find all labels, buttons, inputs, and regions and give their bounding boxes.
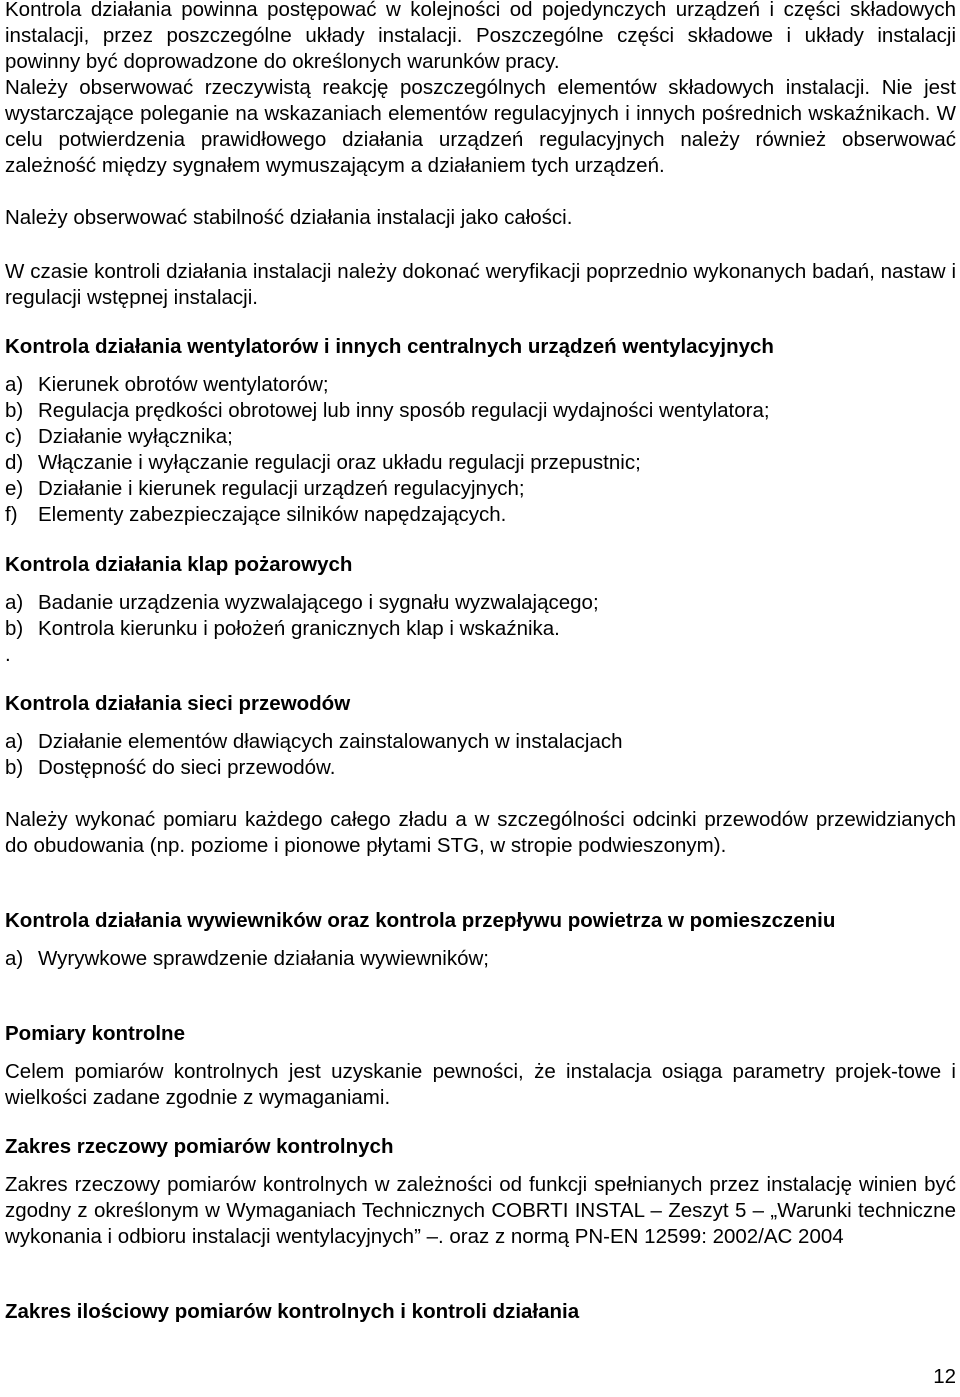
list-item-text: Kierunek obrotów wentylatorów; — [38, 373, 329, 396]
list-item-text: Działanie wyłącznika; — [38, 425, 233, 448]
stray-dot: . — [5, 643, 11, 666]
section-heading-control-measurements: Pomiary kontrolne — [5, 1022, 185, 1045]
exhausts-check-list — [5, 946, 489, 972]
list-item — [5, 616, 599, 642]
list-marker: a) — [5, 730, 24, 753]
list-item — [5, 450, 770, 476]
scope-paragraph: Zakres rzeczowy pomiarów kontrolnych w zależności od funkcji spełnianych przez instalację winien być zgodny z określonym w Wymaganiach Technicznych COBRTI INSTAL – Zeszyt 5 – „Warunki techniczne wykonania i odbioru instalacji wentylacyjnych” –. oraz z normą PN-EN 12599: 2002/AC 2004 — [5, 1173, 956, 1248]
list-marker: d) — [5, 451, 24, 474]
control-measurements-paragraph: Celem pomiarów kontrolnych jest uzyskanie pewności, że instalacja osiąga parametry projek-towe i wielkości zadane zgodnie z wymaganiami. — [5, 1060, 956, 1109]
list-item-text: Włączanie i wyłączanie regulacji oraz układu regulacji przepustnic; — [38, 451, 641, 474]
list-item — [5, 755, 623, 781]
list-item-text: Działanie i kierunek regulacji urządzeń regulacyjnych; — [38, 477, 525, 500]
list-item — [5, 398, 770, 424]
list-item — [5, 946, 489, 972]
list-item-text: Regulacja prędkości obrotowej lub inny sposób regulacji wydajności wentylatora; — [38, 399, 770, 422]
list-item-text: Wyrywkowe sprawdzenie działania wywiewników; — [38, 947, 489, 970]
list-item-text: Działanie elementów dławiących zainstalowanych w instalacjach — [38, 730, 623, 753]
intro-paragraph-1: Kontrola działania powinna postępować w kolejności od pojedynczych urządzeń i części składowych instalacji, przez poszczególne układy instalacji. Poszczególne części składowe i układy instalacji powinny być doprowadzone do określonych warunków pracy. — [5, 0, 956, 73]
fans-check-list — [5, 372, 770, 528]
list-item — [5, 729, 623, 755]
intro-paragraph-2: Należy obserwować rzeczywistą reakcję poszczególnych elementów składowych instalacji. Nie jest wystarczające poleganie na wskazaniach elementów regulacyjnych i innych pośrednich wskaźnikach. W celu potwierdzenia prawidłowego działania urządzeń regulacyjnych należy również obserwować zależność między sygnałem wymuszającym a działaniem tych urządzeń. — [5, 76, 956, 177]
intro-paragraph-3: Należy obserwować stabilność działania instalacji jako całości. — [5, 206, 573, 229]
list-item-text: Elementy zabezpieczające silników napędzających. — [38, 503, 507, 526]
list-marker: b) — [5, 756, 24, 779]
list-item — [5, 590, 599, 616]
list-item-text: Kontrola kierunku i położeń granicznych klap i wskaźnika. — [38, 617, 560, 640]
list-marker: f) — [5, 503, 18, 526]
list-item — [5, 502, 770, 528]
list-item-text: Dostępność do sieci przewodów. — [38, 756, 336, 779]
list-item — [5, 424, 770, 450]
list-item — [5, 372, 770, 398]
list-marker: b) — [5, 399, 24, 422]
list-item-text: Badanie urządzenia wyzwalającego i sygnału wyzwalającego; — [38, 591, 599, 614]
section-heading-quantitative-scope: Zakres ilościowy pomiarów kontrolnych i kontroli działania — [5, 1300, 580, 1323]
intro-paragraph-4: W czasie kontroli działania instalacji należy dokonać weryfikacji poprzednio wykonanych badań, nastaw i regulacji wstępnej instalacji. — [5, 260, 956, 309]
list-marker: c) — [5, 425, 23, 448]
list-item — [5, 476, 770, 502]
duct-network-check-list — [5, 729, 623, 781]
list-marker: a) — [5, 591, 24, 614]
section-heading-scope: Zakres rzeczowy pomiarów kontrolnych — [5, 1135, 394, 1158]
fire-dampers-check-list — [5, 590, 599, 668]
page-number: 12 — [933, 1365, 956, 1388]
section-heading-exhausts: Kontrola działania wywiewników oraz kontrola przepływu powietrza w pomieszczeniu — [5, 909, 836, 932]
section-heading-duct-network: Kontrola działania sieci przewodów — [5, 692, 351, 715]
section-heading-fire-dampers: Kontrola działania klap pożarowych — [5, 553, 353, 576]
section-heading-fans: Kontrola działania wentylatorów i innych centralnych urządzeń wentylacyjnych — [5, 335, 774, 358]
list-marker: e) — [5, 477, 24, 500]
list-marker: a) — [5, 373, 24, 396]
list-marker: a) — [5, 947, 24, 970]
duct-network-paragraph: Należy wykonać pomiaru każdego całego zładu a w szczególności odcinki przewodów przewidzianych do obudowania (np. poziome i pionowe płytami STG, w stropie podwieszonym). — [5, 808, 956, 857]
list-marker: b) — [5, 617, 24, 640]
